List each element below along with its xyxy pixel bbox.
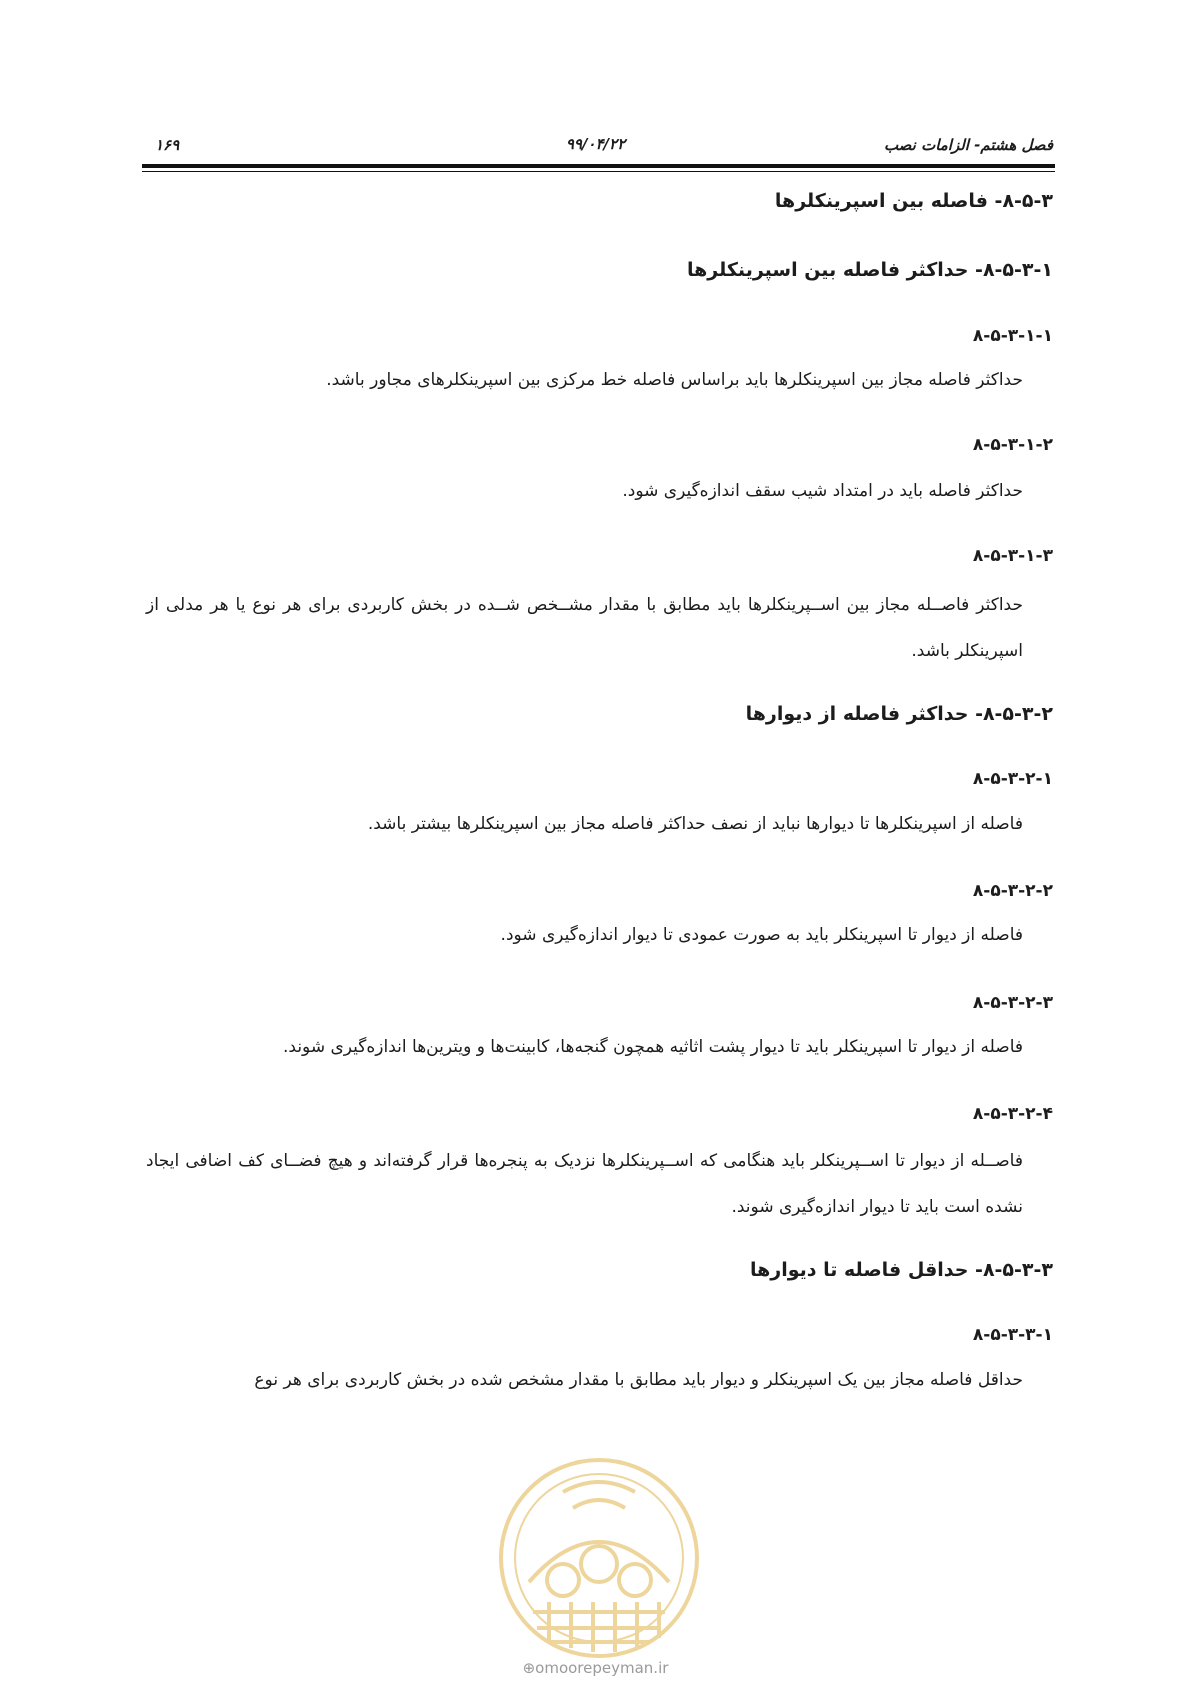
clause-number: ۸-۵-۳-۲-۲ [972, 881, 1053, 901]
watermark-url: ⊕omoorepeyman.ir [522, 1659, 669, 1677]
section-heading: ۸-۵-۳- فاصله بین اسپرینکلرها [774, 190, 1053, 212]
clause-number: ۸-۵-۳-۲-۳ [972, 993, 1053, 1013]
clause-paragraph: حداکثر فاصله باید در امتداد شیب سقف اندازه‌گیری شود. [622, 481, 1023, 501]
globe-icon: ⊕ [522, 1659, 536, 1677]
clause-paragraph: حداکثر فاصــله مجاز بین اســپرینکلرها باید مطابق با مقدار مشــخص شــده در بخش کاربردی برای هر نوع یا هر مدلی از اسپرینکلر باشد. [146, 595, 1023, 661]
clause-paragraph: حداقل فاصله مجاز بین یک اسپرینکلر و دیوار باید مطابق با مقدار مشخص شده در بخش کاربردی برای هر نوع [254, 1370, 1023, 1390]
header-rule-thick [142, 164, 1055, 168]
clause-paragraph: فاصله از دیوار تا اسپرینکلر باید به صورت عمودی تا دیوار اندازه‌گیری شود. [500, 925, 1023, 945]
clause-number: ۸-۵-۳-۱-۲ [972, 435, 1053, 455]
header-date: ۹۹/۰۴/۲۲ [565, 135, 626, 153]
subsection-heading-wall-max: ۸-۵-۳-۲- حداکثر فاصله از دیوارها [745, 703, 1053, 725]
clause-number: ۸-۵-۳-۳-۱ [972, 1325, 1053, 1345]
clause-paragraph: فاصله از دیوار تا اسپرینکلر باید تا دیوار پشت اثاثیه همچون گنجه‌ها، کابینت‌ها و ویترین‌ها اندازه‌گیری شوند. [283, 1037, 1023, 1057]
clause-paragraph: حداکثر فاصله مجاز بین اسپرینکلرها باید براساس فاصله خط مرکزی بین اسپرینکلرهای مجاور باشد. [326, 370, 1023, 390]
clause-number: ۸-۵-۳-۱-۳ [972, 546, 1053, 566]
omoore-peyman-seal-icon [493, 1452, 705, 1664]
clause-paragraph: فاصله از اسپرینکلرها تا دیوارها نباید از نصف حداکثر فاصله مجاز بین اسپرینکلرها بیشتر باشد. [367, 814, 1023, 834]
page-number: ۱۶۹ [155, 136, 180, 154]
clause-number: ۸-۵-۳-۲-۴ [972, 1104, 1053, 1124]
clause-number: ۸-۵-۳-۲-۱ [972, 769, 1053, 789]
clause-paragraph: فاصــله از دیوار تا اســپرینکلر باید هنگامی که اســپرینکلرها نزدیک به پنجره‌ها قرار گرفته‌اند و هیچ فضــای کف اضافی ایجاد نشده است باید تا دیوار اندازه‌گیری شوند. [146, 1151, 1023, 1217]
subsection-heading-wall-min: ۸-۵-۳-۳- حداقل فاصله تا دیوارها [749, 1259, 1053, 1281]
subsection-heading-max-spacing: ۸-۵-۳-۱- حداکثر فاصله بین اسپرینکلرها [687, 259, 1053, 281]
chapter-title: فصل هشتم- الزامات نصب [883, 136, 1053, 154]
header-rule-thin [142, 171, 1055, 172]
clause-number: ۸-۵-۳-۱-۱ [972, 326, 1053, 346]
